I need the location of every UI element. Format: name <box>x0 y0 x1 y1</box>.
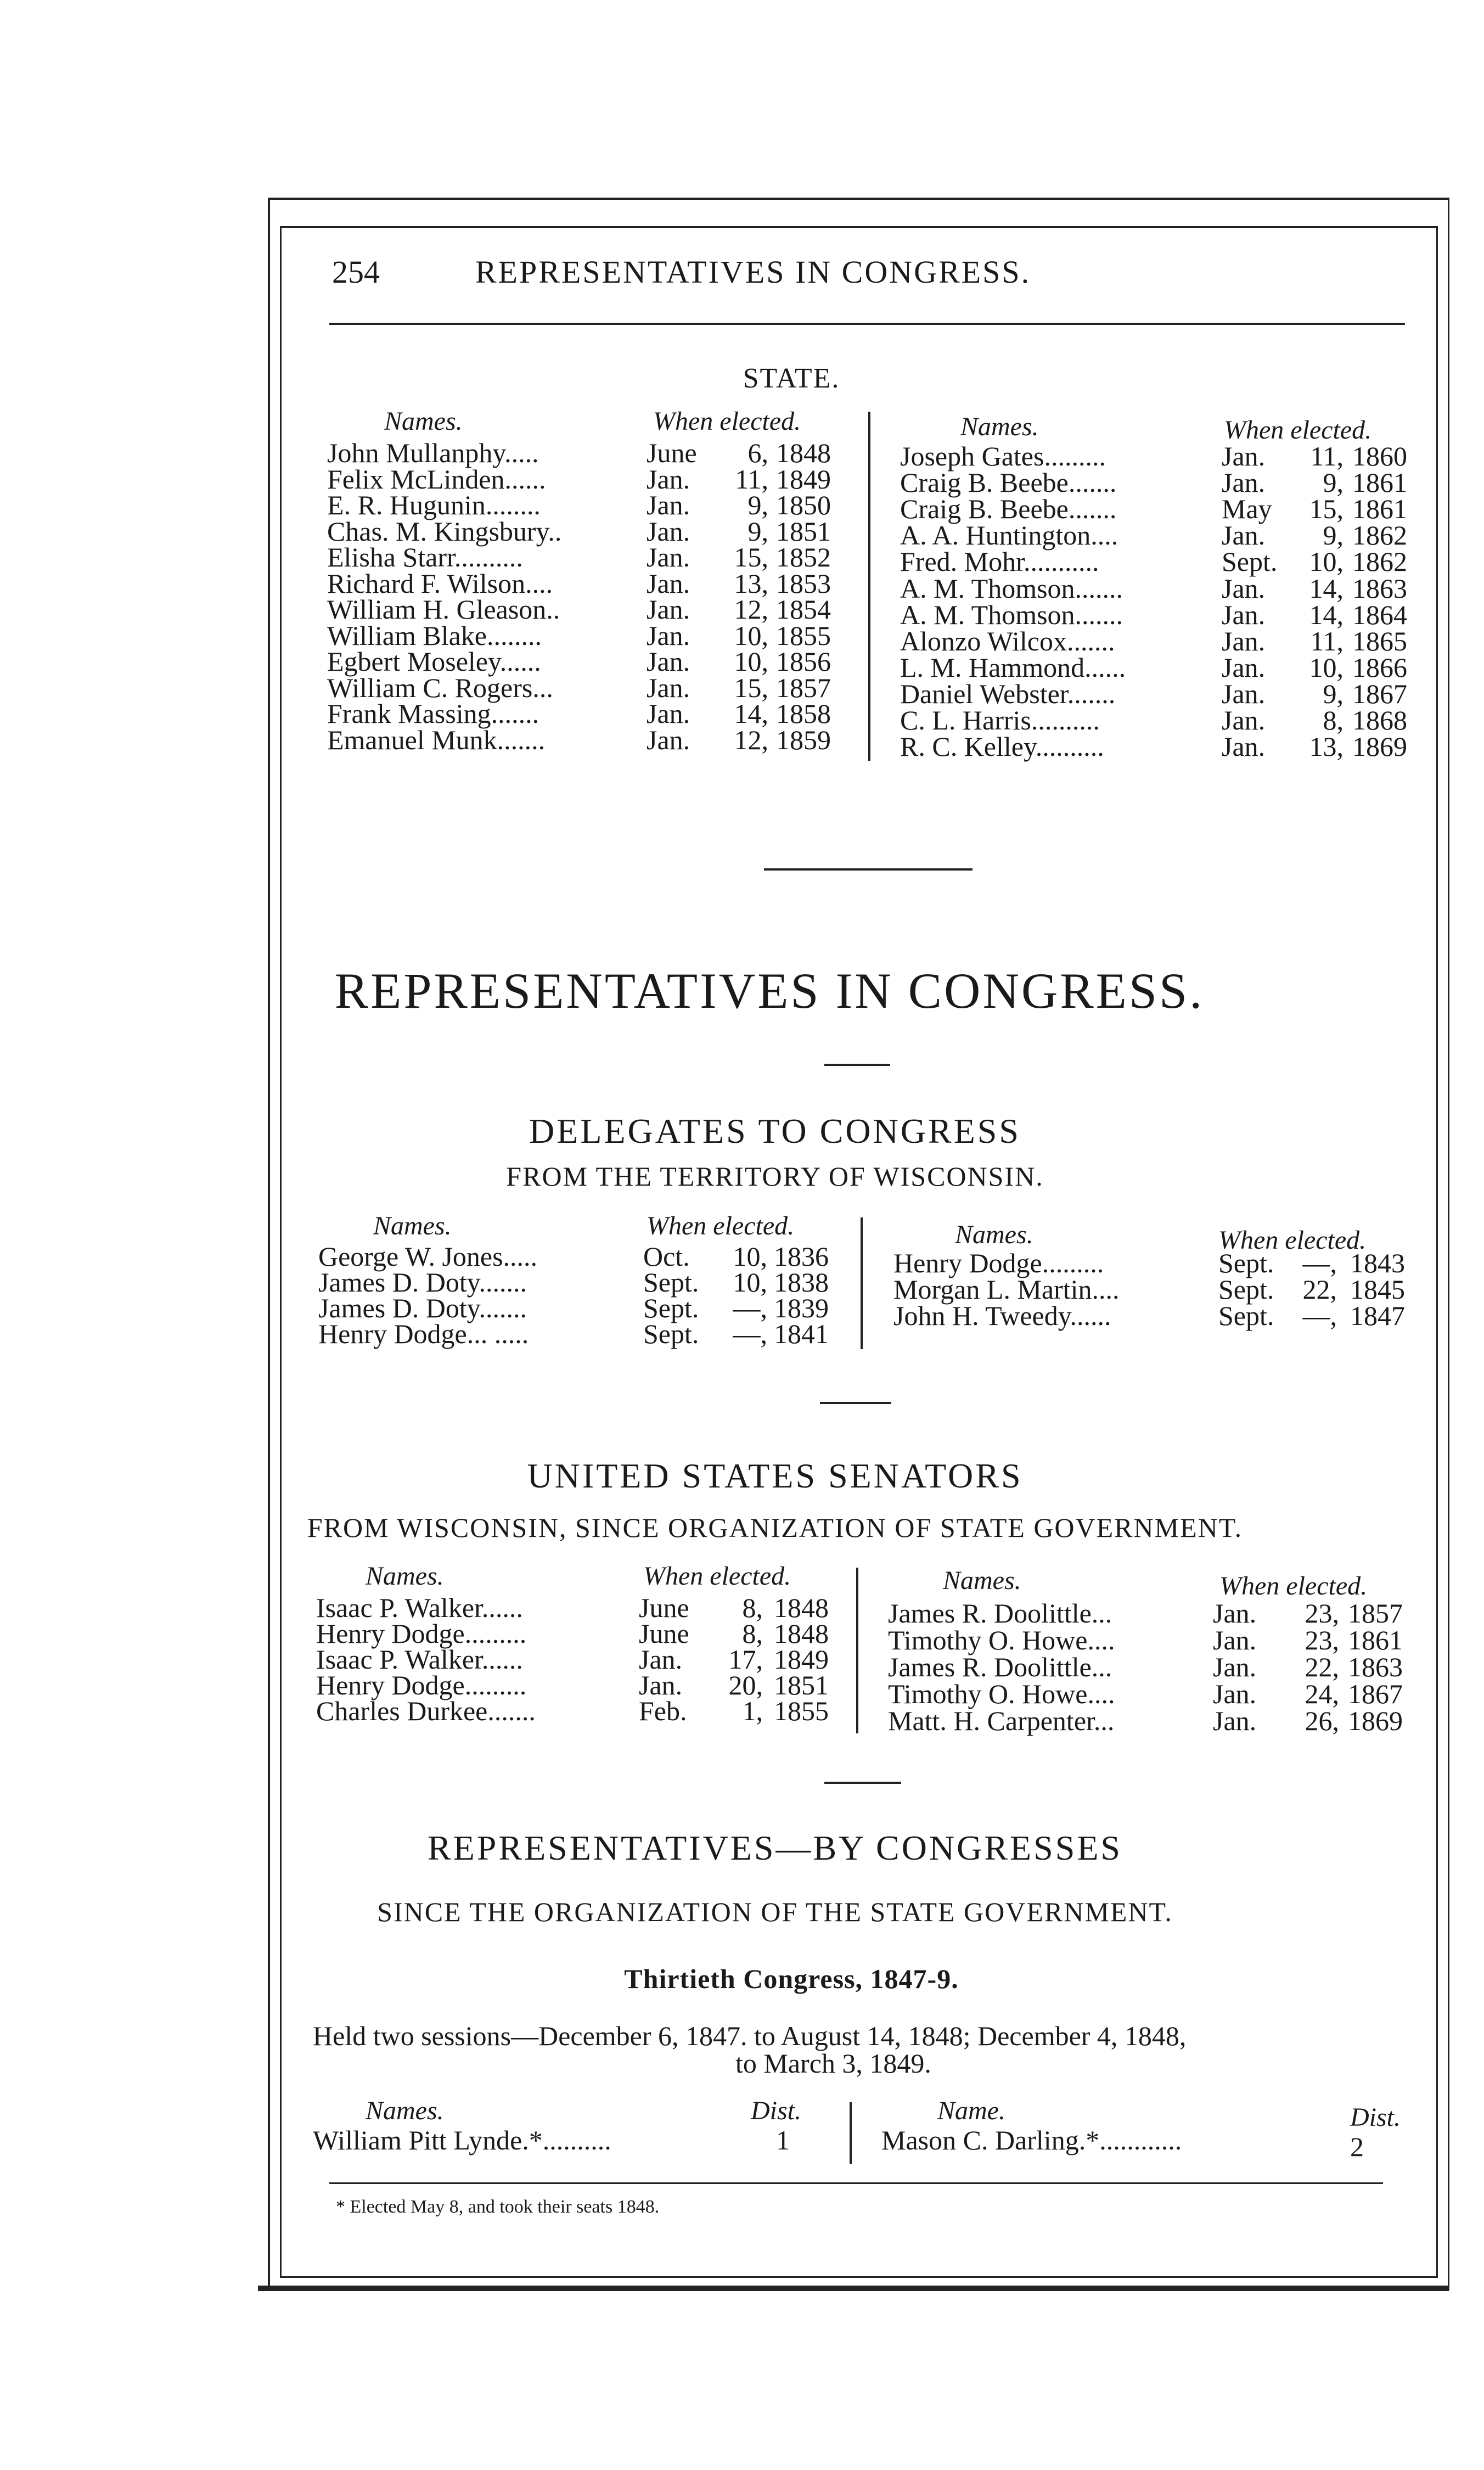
congress-heading: Thirtieth Congress, 1847-9. <box>624 1963 959 1994</box>
state-left-name: Elisha Starr.......... <box>327 542 523 572</box>
state-left-day: 9, <box>747 515 768 547</box>
title-rule <box>824 1064 890 1066</box>
sen-left-day: 1, <box>742 1696 763 1726</box>
sen-right-month: Jan. <box>1213 1679 1257 1709</box>
state-right-day: 11, <box>1310 441 1344 471</box>
delegates-rule <box>820 1402 891 1404</box>
state-right-day: 14, <box>1309 572 1344 604</box>
state-left-year: 1854 <box>776 594 831 625</box>
del-left-name: George W. Jones..... <box>318 1241 538 1272</box>
page-number: 254 <box>332 254 380 290</box>
state-left-month: Jan. <box>647 568 690 599</box>
state-left-name: William Blake........ <box>327 620 542 651</box>
state-left-year: 1858 <box>776 698 831 729</box>
del-right-name: Henry Dodge......... <box>893 1248 1104 1278</box>
state-right-month: Jan. <box>1222 599 1266 630</box>
state-left-name: E. R. Hugunin........ <box>327 490 541 520</box>
senators-column-divider <box>856 1568 858 1733</box>
sen-left-day: 20, <box>728 1670 763 1700</box>
state-right-year: 1862 <box>1352 520 1407 551</box>
del-left-year: 1839 <box>774 1293 829 1323</box>
state-right-month: Sept. <box>1222 546 1278 577</box>
state-right-day: 8, <box>1323 705 1344 736</box>
del-left-name: Henry Dodge... ..... <box>318 1318 529 1349</box>
state-right-name: R. C. Kelley.......... <box>900 731 1104 762</box>
main-title: REPRESENTATIVES IN CONGRESS. <box>334 963 1205 1019</box>
state-left-name: John Mullanphy..... <box>327 437 539 468</box>
sen-right-name: Timothy O. Howe.... <box>888 1679 1115 1709</box>
state-right-year: 1864 <box>1352 599 1407 630</box>
sen-left-month: June <box>639 1592 689 1623</box>
state-left-day: 10, <box>734 620 768 651</box>
sen-right-year: 1869 <box>1348 1705 1403 1736</box>
state-right-day: 9, <box>1323 467 1344 498</box>
state-right-year: 1861 <box>1352 467 1407 498</box>
state-right-names-header: Names. <box>960 412 1039 441</box>
del-right-year: 1845 <box>1350 1274 1405 1305</box>
sen-right-month: Jan. <box>1213 1625 1257 1655</box>
state-left-day: 11, <box>735 463 768 495</box>
congress-right-name: Mason C. Darling.*............ <box>881 2125 1182 2155</box>
state-right-name: Joseph Gates......... <box>900 441 1106 471</box>
state-right-name: A. A. Huntington.... <box>900 520 1118 551</box>
sen-left-name: Charles Durkee....... <box>316 1696 536 1726</box>
sen-left-year: 1848 <box>774 1592 829 1623</box>
state-left-year: 1859 <box>776 724 831 755</box>
sen-right-year: 1857 <box>1348 1598 1403 1629</box>
state-right-day: 14, <box>1309 599 1344 630</box>
state-right-when-header: When elected. <box>1224 416 1372 445</box>
state-left-month: Jan. <box>647 542 690 572</box>
footnote-rule <box>329 2182 1383 2184</box>
by-congresses-title: REPRESENTATIVES—BY CONGRESSES <box>428 1828 1122 1867</box>
state-left-name: Emanuel Munk....... <box>327 724 546 755</box>
state-left-name: William C. Rogers... <box>327 672 553 703</box>
state-left-month: Jan. <box>647 463 690 495</box>
sen-right-name: Matt. H. Carpenter... <box>888 1705 1115 1736</box>
del-left-month: Sept. <box>643 1293 699 1323</box>
sen-left-name: Henry Dodge......... <box>316 1670 527 1700</box>
state-right-name: C. L. Harris.......... <box>900 705 1100 736</box>
state-right-name: Alonzo Wilcox....... <box>900 625 1115 656</box>
sen-right-year: 1863 <box>1348 1652 1403 1682</box>
state-left-month: Jan. <box>647 698 690 729</box>
del-left-year: 1841 <box>774 1318 829 1349</box>
sen-right-year: 1867 <box>1348 1679 1403 1709</box>
senators-left-names-header: Names. <box>366 1562 444 1591</box>
state-right-name: A. M. Thomson....... <box>900 599 1123 630</box>
state-left-month: Jan. <box>647 515 690 547</box>
sen-left-year: 1848 <box>774 1618 829 1649</box>
state-left-day: 12, <box>734 594 768 625</box>
del-right-day: —, <box>1302 1248 1337 1278</box>
senators-left-when-header: When elected. <box>643 1562 791 1591</box>
state-left-month: Jan. <box>647 620 690 651</box>
state-right-month: May <box>1222 493 1272 525</box>
state-right-month: Jan. <box>1222 678 1266 709</box>
del-left-day: 10, <box>733 1267 767 1298</box>
sen-right-day: 22, <box>1305 1652 1339 1682</box>
state-right-day: 11, <box>1310 625 1344 656</box>
state-left-year: 1848 <box>776 437 831 468</box>
state-right-day: 13, <box>1309 731 1344 762</box>
delegates-right-names-header: Names. <box>955 1220 1033 1249</box>
senators-right-names-header: Names. <box>943 1566 1021 1595</box>
delegates-subtitle: FROM THE TERRITORY OF WISCONSIN. <box>506 1161 1044 1192</box>
footnote: * Elected May 8, and took their seats 1848. <box>336 2197 660 2217</box>
sen-left-name: Isaac P. Walker...... <box>316 1592 523 1623</box>
del-right-name: Morgan L. Martin.... <box>893 1274 1120 1305</box>
sen-right-month: Jan. <box>1213 1598 1257 1629</box>
sen-left-day: 8, <box>742 1592 763 1623</box>
sessions-line-1: Held two sessions—December 6, 1847. to August 14, 1848; December 4, 1848, <box>313 2020 1187 2051</box>
state-left-month: Jan. <box>647 594 690 625</box>
state-left-name: Felix McLinden...... <box>327 463 546 495</box>
del-left-month: Sept. <box>643 1318 699 1349</box>
state-left-year: 1857 <box>776 672 831 703</box>
state-right-day: 9, <box>1323 520 1344 551</box>
state-right-year: 1867 <box>1352 678 1407 709</box>
del-left-year: 1838 <box>774 1267 829 1298</box>
delegates-right-when-header: When elected. <box>1218 1226 1367 1255</box>
delegates-column-divider <box>861 1217 863 1349</box>
state-left-day: 14, <box>734 698 768 729</box>
state-left-name: Chas. M. Kingsbury.. <box>327 515 562 547</box>
page-border-shadow <box>258 2286 1449 2291</box>
sessions-line-2: to March 3, 1849. <box>735 2048 931 2079</box>
state-right-year: 1868 <box>1352 705 1407 736</box>
state-left-month: Jan. <box>647 490 690 520</box>
sen-left-month: Feb. <box>639 1696 687 1726</box>
state-left-name: Frank Massing....... <box>327 698 539 729</box>
state-right-month: Jan. <box>1222 441 1266 471</box>
header-rule <box>329 323 1405 325</box>
senators-subtitle: FROM WISCONSIN, SINCE ORGANIZATION OF STATE GOVERNMENT. <box>307 1512 1243 1543</box>
state-left-name: Egbert Moseley...... <box>327 646 541 677</box>
congress-right-dist: 2 <box>1350 2131 1364 2162</box>
congress-column-divider <box>850 2102 852 2164</box>
state-right-year: 1865 <box>1352 625 1407 656</box>
sen-left-name: Henry Dodge......... <box>316 1618 527 1649</box>
state-left-year: 1849 <box>776 463 831 495</box>
state-left-day: 12, <box>734 724 768 755</box>
sen-right-day: 23, <box>1305 1625 1339 1655</box>
state-right-name: Craig B. Beebe....... <box>900 467 1117 498</box>
sen-right-name: James R. Doolittle... <box>888 1652 1112 1682</box>
congress-left-dist-header: Dist. <box>751 2096 802 2125</box>
state-right-year: 1861 <box>1352 493 1407 525</box>
state-left-names-header: Names. <box>384 407 463 436</box>
state-right-name: L. M. Hammond...... <box>900 652 1126 683</box>
del-right-month: Sept. <box>1218 1300 1274 1331</box>
state-right-name: A. M. Thomson....... <box>900 572 1123 604</box>
del-right-year: 1847 <box>1350 1300 1405 1331</box>
delegates-title: DELEGATES TO CONGRESS <box>529 1112 1021 1150</box>
section-rule <box>764 868 973 871</box>
del-left-month: Sept. <box>643 1267 699 1298</box>
state-column-divider <box>868 412 870 761</box>
state-left-day: 13, <box>734 568 768 599</box>
state-left-year: 1852 <box>776 542 831 572</box>
sen-left-year: 1855 <box>774 1696 829 1726</box>
state-left-month: Jan. <box>647 672 690 703</box>
congress-left-names-header: Names. <box>366 2096 444 2125</box>
sen-right-name: James R. Doolittle... <box>888 1598 1112 1629</box>
del-left-name: James D. Doty....... <box>318 1267 527 1298</box>
state-left-month: Jan. <box>647 646 690 677</box>
del-left-year: 1836 <box>774 1241 829 1272</box>
sen-right-day: 23, <box>1305 1598 1339 1629</box>
state-right-month: Jan. <box>1222 652 1266 683</box>
state-right-year: 1866 <box>1352 652 1407 683</box>
state-right-month: Jan. <box>1222 625 1266 656</box>
state-right-month: Jan. <box>1222 731 1266 762</box>
del-left-name: James D. Doty....... <box>318 1293 527 1323</box>
del-left-day: —, <box>733 1318 767 1349</box>
sen-left-year: 1849 <box>774 1644 829 1675</box>
sen-right-day: 24, <box>1305 1679 1339 1709</box>
state-right-name: Craig B. Beebe....... <box>900 493 1117 525</box>
del-right-name: John H. Tweedy...... <box>893 1300 1111 1331</box>
state-right-day: 9, <box>1323 678 1344 709</box>
state-left-month: June <box>647 437 697 468</box>
delegates-left-when-header: When elected. <box>647 1211 795 1240</box>
state-title: STATE. <box>743 363 840 394</box>
state-left-day: 15, <box>734 542 768 572</box>
sen-right-year: 1861 <box>1348 1625 1403 1655</box>
state-left-day: 15, <box>734 672 768 703</box>
sen-left-month: June <box>639 1618 689 1649</box>
sen-left-year: 1851 <box>774 1670 829 1700</box>
sen-right-month: Jan. <box>1213 1705 1257 1736</box>
state-right-year: 1862 <box>1352 546 1407 577</box>
state-right-day: 10, <box>1309 652 1344 683</box>
del-right-year: 1843 <box>1350 1248 1405 1278</box>
state-left-day: 9, <box>747 490 768 520</box>
by-congresses-subtitle: SINCE THE ORGANIZATION OF THE STATE GOVERNMENT. <box>377 1896 1173 1927</box>
delegates-left-names-header: Names. <box>373 1211 452 1240</box>
state-right-day: 10, <box>1309 546 1344 577</box>
sen-right-month: Jan. <box>1213 1652 1257 1682</box>
del-left-day: —, <box>733 1293 767 1323</box>
state-right-name: Fred. Mohr........... <box>900 546 1099 577</box>
sen-left-name: Isaac P. Walker...... <box>316 1644 523 1675</box>
state-left-name: Richard F. Wilson.... <box>327 568 553 599</box>
state-left-year: 1853 <box>776 568 831 599</box>
del-right-day: —, <box>1302 1300 1337 1331</box>
state-right-month: Jan. <box>1222 705 1266 736</box>
senators-rule <box>824 1782 901 1784</box>
state-right-month: Jan. <box>1222 520 1266 551</box>
running-title: REPRESENTATIVES IN CONGRESS. <box>475 254 1031 290</box>
del-left-month: Oct. <box>643 1241 690 1272</box>
congress-left-dist: 1 <box>776 2125 790 2155</box>
state-right-year: 1860 <box>1352 441 1407 471</box>
sen-left-day: 17, <box>728 1644 763 1675</box>
state-left-year: 1855 <box>776 620 831 651</box>
state-left-when-header: When elected. <box>653 407 801 436</box>
state-left-name: William H. Gleason.. <box>327 594 560 625</box>
state-left-year: 1856 <box>776 646 831 677</box>
sen-left-month: Jan. <box>639 1670 683 1700</box>
state-left-year: 1851 <box>776 515 831 547</box>
sen-left-month: Jan. <box>639 1644 683 1675</box>
congress-right-name-header: Name. <box>937 2096 1005 2125</box>
sen-right-name: Timothy O. Howe.... <box>888 1625 1115 1655</box>
senators-title: UNITED STATES SENATORS <box>527 1456 1023 1495</box>
congress-right-dist-header: Dist. <box>1350 2103 1401 2132</box>
del-right-month: Sept. <box>1218 1248 1274 1278</box>
state-right-year: 1863 <box>1352 572 1407 604</box>
sen-left-day: 8, <box>742 1618 763 1649</box>
state-left-day: 10, <box>734 646 768 677</box>
del-right-day: 22, <box>1302 1274 1337 1305</box>
congress-left-name: William Pitt Lynde.*.......... <box>313 2125 611 2155</box>
state-right-year: 1869 <box>1352 731 1407 762</box>
state-left-day: 6, <box>747 437 768 468</box>
state-right-name: Daniel Webster....... <box>900 678 1116 709</box>
del-right-month: Sept. <box>1218 1274 1274 1305</box>
state-right-month: Jan. <box>1222 467 1266 498</box>
state-left-year: 1850 <box>776 490 831 520</box>
state-right-month: Jan. <box>1222 572 1266 604</box>
state-right-day: 15, <box>1309 493 1344 525</box>
del-left-day: 10, <box>733 1241 767 1272</box>
state-left-month: Jan. <box>647 724 690 755</box>
senators-right-when-header: When elected. <box>1219 1571 1368 1601</box>
sen-right-day: 26, <box>1305 1705 1339 1736</box>
